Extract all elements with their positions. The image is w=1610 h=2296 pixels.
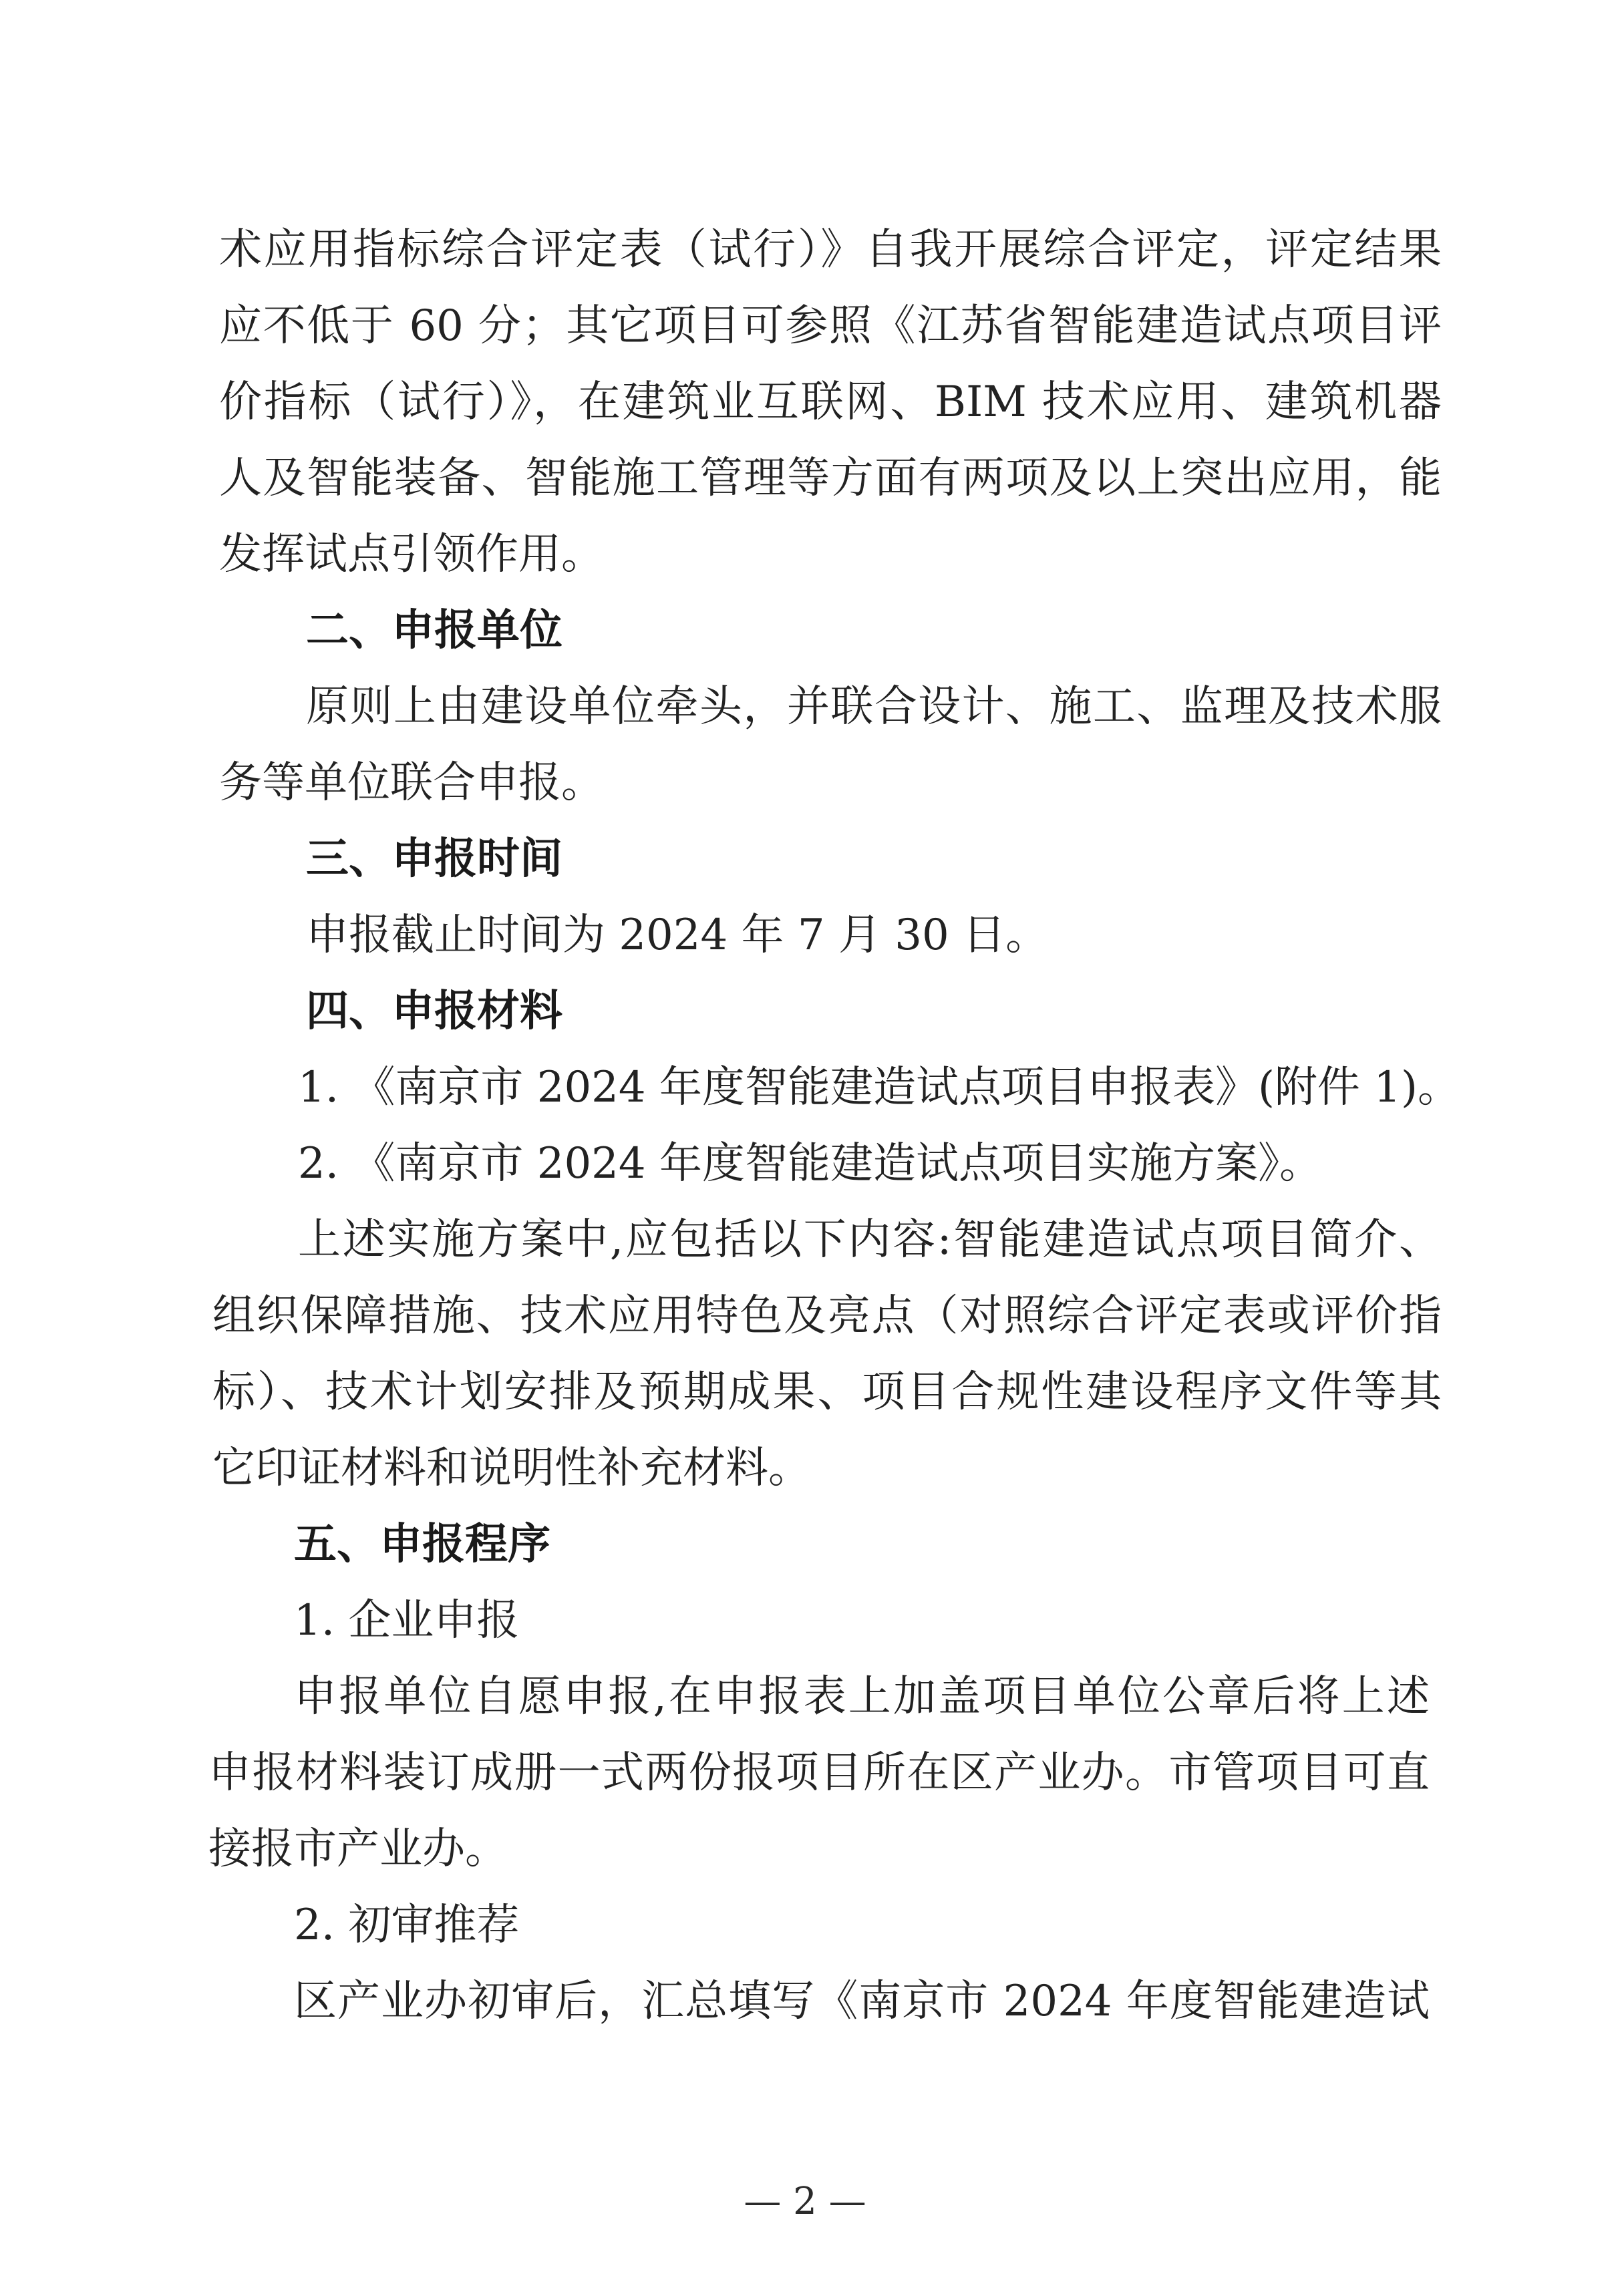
section-heading-deadline: 三、申报时间 [306,834,562,884]
subsection-title: 2. 初审推荐 [294,1901,520,1950]
paragraph-line: 原则上由建设单位牵头，并联合设计、施工、监理及技术服 [306,682,1442,731]
section-heading-procedure: 五、申报程序 [294,1520,550,1569]
section-heading-applicant: 二、申报单位 [306,606,562,655]
paragraph-line: 区产业办初审后，汇总填写《南京市 2024 年度智能建造试 [294,1977,1430,2026]
paragraph-line: 发挥试点引领作用。 [219,530,604,579]
paragraph-line: 它印证材料和说明性补充材料。 [212,1444,811,1493]
paragraph-line: 标）、技术计划安排及预期成果、项目合规性建设程序文件等其 [212,1367,1442,1417]
paragraph-line: 申报截止时间为 2024 年 7 月 30 日。 [306,911,1049,960]
paragraph-line: 接报市产业办。 [208,1824,508,1874]
paragraph-line: 申报单位自愿申报,在申报表上加盖项目单位公章后将上述 [294,1672,1430,1721]
section-heading-materials: 四、申报材料 [306,987,562,1036]
paragraph-line: 上述实施方案中,应包括以下内容:智能建造试点项目简介、 [298,1215,1442,1265]
paragraph-line: 应不低于 60 分；其它项目可参照《江苏省智能建造试点项目评 [219,301,1442,351]
paragraph-line: 组织保障措施、技术应用特色及亮点（对照综合评定表或评价指 [212,1291,1442,1341]
paragraph-line: 申报材料装订成册一式两份报项目所在区产业办。市管项目可直 [208,1748,1430,1798]
subsection-title: 1. 企业申报 [294,1596,520,1645]
paragraph-line: 价指标（试行）》，在建筑业互联网、BIM 技术应用、建筑机器 [219,377,1442,427]
paragraph-line: 务等单位联合申报。 [219,758,604,808]
material-item: 2. 《南京市 2024 年度智能建造试点项目实施方案》。 [298,1139,1322,1188]
page-number: — 2 — [744,2180,866,2223]
material-item: 1. 《南京市 2024 年度智能建造试点项目申报表》(附件 1)。 [298,1063,1460,1112]
paragraph-line: 人及智能装备、智能施工管理等方面有两项及以上突出应用，能 [219,454,1442,503]
paragraph-line: 术应用指标综合评定表（试行）》自我开展综合评定，评定结果 [219,225,1442,275]
